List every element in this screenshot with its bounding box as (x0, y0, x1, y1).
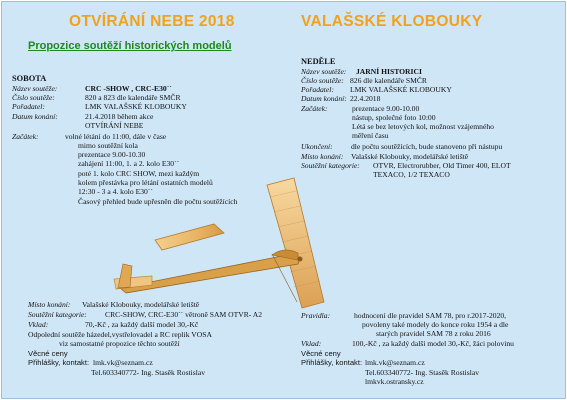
saturday-signup-label: Přihlášky, kontakt: (28, 358, 90, 367)
saturday-category-value: CRC-SHOW, CRC-E30´´ větroně SAM OTVR- A2 (105, 310, 263, 319)
saturday-start-line: 12:30 - 3 a 4. kolo E30´´ (78, 187, 153, 196)
sunday-date-label: Datum konání: (301, 94, 347, 103)
sunday-signup-label: Přihlášky, kontakt: (301, 358, 363, 367)
subtitle: Propozice soutěží historických modelů (28, 40, 232, 52)
saturday-number-row (12, 93, 181, 102)
saturday-phone: Tel.603340772- Ing. Stasěk Rostislav (91, 368, 205, 377)
sunday-rules-line: povoleny také modely do konce roku 1954 a dle (362, 320, 509, 329)
saturday-fee-value: 70,-Kč , za každý další model 30,-Kč (85, 320, 199, 329)
sunday-start-line: Létá se bez letových kol, možnost vzájemného (352, 122, 494, 131)
saturday-start-label: Začátek: (12, 132, 39, 141)
saturday-date-value: 21.4.2018 během akce (85, 112, 154, 121)
sunday-organizer-label: Pořadatel: (301, 85, 334, 94)
saturday-name-row (12, 84, 172, 93)
saturday-fee-row (28, 320, 199, 329)
sunday-number-label: Číslo soutěže: (301, 76, 344, 85)
saturday-date-row (12, 112, 154, 121)
saturday-fee-label: Vklad: (28, 320, 49, 329)
sunday-number-row (301, 76, 427, 85)
saturday-prizes: Věcné ceny (28, 349, 68, 358)
saturday-organizer-value: LMK VALAŠSKÉ KLOBOUKY (85, 102, 187, 111)
title-left: OTVÍRÁNÍ NEBE 2018 (69, 13, 235, 30)
sunday-start-line: měření času (352, 131, 389, 140)
sunday-web-link[interactable]: lmkvk.ostransky.cz (365, 377, 424, 386)
saturday-number-label: Číslo soutěže: (12, 93, 55, 102)
sunday-date-value: 22.4.2018 (350, 94, 381, 103)
sunday-date-row (301, 94, 381, 103)
saturday-number-value: 820 a 823 dle kalendáře SMČR (85, 93, 181, 102)
saturday-category-label: Soutěžní kategorie: (28, 310, 87, 319)
sunday-end-label: Ukončení: (301, 142, 333, 151)
title-right: VALAŠSKÉ KLOBOUKY (301, 13, 483, 30)
saturday-start-line: prezentace 9.00-10.30 (78, 150, 146, 159)
sunday-place-value: Valašské Klobouky, modelářské letiště (351, 152, 469, 161)
sunday-name-value: JARNÍ HISTORICI (356, 67, 422, 76)
sunday-start-line: prezentace 9.00-10.00 (352, 104, 420, 113)
sunday-fee-value: 100,-Kč , za každý další model 30,-Kč, žáci polovinu (352, 339, 514, 348)
sunday-start-label: Začátek: (301, 104, 328, 113)
sunday-place-row (301, 152, 469, 161)
saturday-organizer-row (12, 102, 187, 111)
sunday-rules-line: starých pravidel SAM 78 z roku 2016 (376, 329, 491, 338)
sunday-fee-label: Vklad: (301, 339, 322, 348)
sunday-start-line: nástup, společné foto 10:00 (352, 113, 436, 122)
sunday-fee-row (301, 339, 514, 348)
sunday-rules-line: hodnocení dle pravidel SAM 78, pro r.2017-2020, (354, 311, 507, 320)
saturday-category-row (28, 310, 263, 319)
saturday-start-line: Časový přehled bude upřesněn dle počtu soutěžících (78, 197, 238, 206)
sunday-place-label: Místo konání: (301, 152, 344, 161)
saturday-start-line: zahájení 11:00, 1. a 2. kolo E30´´ (78, 159, 180, 168)
sunday-category-label: Soutěžní kategorie: (301, 161, 360, 170)
saturday-start-line: mimo soutěžní kola (78, 141, 138, 150)
saturday-place-value: Valašské Klobouky, modelářské letiště (82, 300, 200, 309)
sunday-phone: Tel.603340772- Ing. Stasěk Rostislav (365, 368, 479, 377)
sunday-end-row (301, 142, 503, 151)
sunday-number-value: 826 dle kalendáře SMČR (350, 76, 427, 85)
saturday-note: Odpolední soutěže házedel,vystřelovadel a RC replik VOSA (28, 330, 212, 339)
saturday-start-line: kolem přestávka pro létání ostatních modelů (78, 178, 213, 187)
sunday-category-value: OTVR, Electrorubber, Old Timer 400, ELOT (373, 161, 511, 170)
sunday-category-value2: TEXACO, 1/2 TEXACO (373, 170, 450, 179)
sunday-category-row (301, 161, 511, 170)
saturday-signup-email[interactable]: lmk.vk@seznam.cz (93, 358, 153, 367)
saturday-place-row (28, 300, 200, 309)
sunday-name-label: Název soutěže: (301, 67, 347, 76)
sunday-end-value: dle počtu soutěžících, bude stanoveno při nástupu (351, 142, 503, 151)
sunday-name-row (301, 67, 422, 76)
sunday-heading: NEDĚLE (301, 57, 336, 66)
saturday-name-label: Název soutěže: (12, 84, 58, 93)
saturday-place-label: Místo konání: (28, 300, 71, 309)
saturday-name-value: CRC -SHOW , CRC-E30´´ (85, 84, 172, 93)
sunday-signup-row (301, 358, 425, 367)
saturday-date-label: Datum konání: (12, 112, 58, 121)
sunday-rules-label: Pravidla: (301, 311, 331, 320)
sunday-organizer-row (301, 85, 452, 94)
saturday-note: viz samostatné propozice těchto soutěží (59, 339, 180, 348)
poster (1, 1, 566, 399)
sunday-signup-email[interactable]: lmk.vk@seznam.cz (365, 358, 425, 367)
saturday-start-line: volné létání do 11:00, dále v čase (65, 132, 167, 141)
sunday-organizer-value: LMK VALAŠSKÉ KLOBOUKY (350, 85, 452, 94)
saturday-date-value2: OTVÍRÁNÍ NEBE (85, 121, 144, 130)
saturday-organizer-label: Pořadatel: (12, 102, 45, 111)
saturday-start-line: poté 1. kolo CRC SHOW, mezi každým (78, 169, 200, 178)
saturday-heading: SOBOTA (12, 74, 47, 83)
sunday-prizes: Věcné ceny (301, 349, 341, 358)
saturday-signup-row (28, 358, 153, 367)
